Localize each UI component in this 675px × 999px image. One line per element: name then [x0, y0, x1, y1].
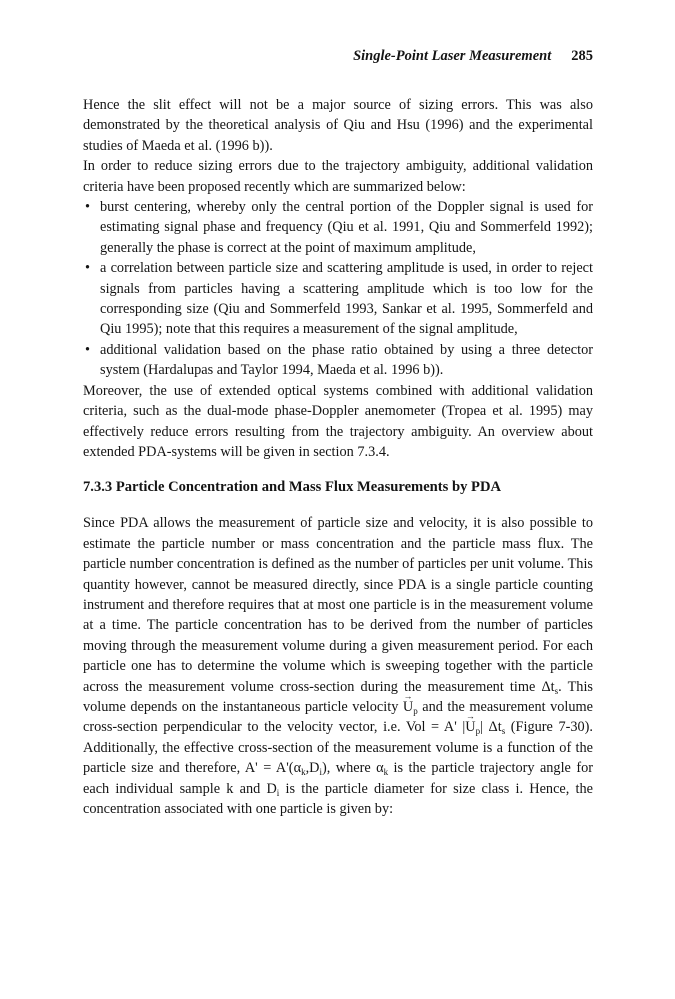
- intro-paragraph: Hence the slit effect will not be a major source of sizing errors. This was also demonstrated by the theoretical analysis of Qiu and Hsu (1996) and the experimental studies of Maeda et al. (1996 b)).: [83, 97, 593, 154]
- paragraph-text: Since PDA allows the measurement of particle size and velocity, it is also possible to estimate the particle number or mass concentration and the particle mass flux. The particle number concentration is defined as the number of particles per unit volume. This quantity however, cannot be measured directly, since PDA is a single particle counting instrument and therefore requires that at most one particle is in the measurement volume at a time. The particle concentration has to be derived from the number of particles moving through the measurement volume during a given measurement period. For each particle one has to determine the volume which is sweeping together with the particle across the measurement volume cross-section during the measurement time Δt: [83, 515, 593, 695]
- moreover-paragraph: Moreover, the use of extended optical systems combined with additional validation criteria, such as the dual-mode phase-Doppler anemometer (Tropea et al. 1995) may effectively reduce errors resulting from the trajectory ambiguity. An overview about extended PDA-systems will be given in section 7.3.4.: [83, 382, 593, 460]
- paragraph-text: is the particle trajectory angle for each individual sample k and D: [83, 760, 594, 797]
- formula-text: ,D: [305, 760, 320, 777]
- subscript: s: [501, 726, 506, 737]
- formula-text: ): [321, 760, 327, 777]
- body-text: [83, 95, 593, 819]
- subscript: s: [554, 685, 559, 696]
- volume-formula: Vol = A' |→ $U_p|$ $\Delta t_s$: [406, 719, 505, 735]
- section-heading: 7.3.3 Particle Concentration and Mass Flux Measurements by PDA: [83, 479, 502, 496]
- page: [83, 48, 593, 819]
- subscript: k: [301, 767, 306, 778]
- list-item: • additional validation based on the phase ratio obtained by using a three detector system (Hardalupas and Taylor 1994, Maeda et al. 1996 b)).: [83, 340, 593, 381]
- list-item: • burst centering, whereby only the central portion of the Doppler signal is used for estimating signal phase and frequency (Qiu et al. 1991, Qiu and Sommerfeld 1992); generally the phase is correct at the point of maximum amplitude,: [83, 197, 593, 258]
- validation-intro-paragraph: In order to reduce sizing errors due to the trajectory ambiguity, additional validation criteria have been proposed recently which are summarized below:: [83, 158, 593, 195]
- paragraph-text: . This volume depends on the instantaneous particle velocity: [83, 678, 593, 715]
- paragraph-text: and the measurement volume cross-section perpendicular to the velocity vector, i.e.: [83, 698, 593, 736]
- subscript: i: [276, 787, 280, 798]
- paragraph-text: is the particle diameter for size class i. Hence, the concentration associated with one particle is given by:: [83, 780, 593, 817]
- cross-section-formula: [245, 760, 327, 776]
- list-item: • a correlation between particle size and scattering amplitude is used, in order to reject signals from particles having a scattering amplitude which is too low for the corresponding size (Qiu and Sommerfeld 1993, Sankar et al. 1995, Sommerfeld and Qiu 1995); note that this requires a measurement of the signal amplitude,: [83, 258, 593, 340]
- vector-u: → U: [403, 697, 413, 717]
- paragraph-text: (Figure 7-30). Additionally, the effective cross-section of the measurement volume is a function of the particle size and therefore,: [83, 719, 594, 777]
- concentration-paragraph: [83, 513, 593, 819]
- subscript: p: [413, 705, 418, 716]
- velocity-symbol: [403, 699, 418, 715]
- subscript: p: [475, 726, 481, 737]
- formula-text: Δt: [488, 719, 502, 736]
- formula-text: Vol = A': [405, 719, 463, 736]
- subscript: k: [383, 767, 389, 778]
- running-title: Single-Point Laser Measurement: [353, 48, 552, 64]
- validation-criteria-list: [83, 197, 593, 381]
- page-number: 285: [571, 48, 593, 64]
- formula-text: A' = A'(α: [244, 760, 302, 777]
- subscript: i: [319, 767, 322, 778]
- paragraph-text: , where α: [326, 760, 384, 777]
- running-header: [83, 48, 593, 68]
- vector-u: → U: [465, 717, 475, 737]
